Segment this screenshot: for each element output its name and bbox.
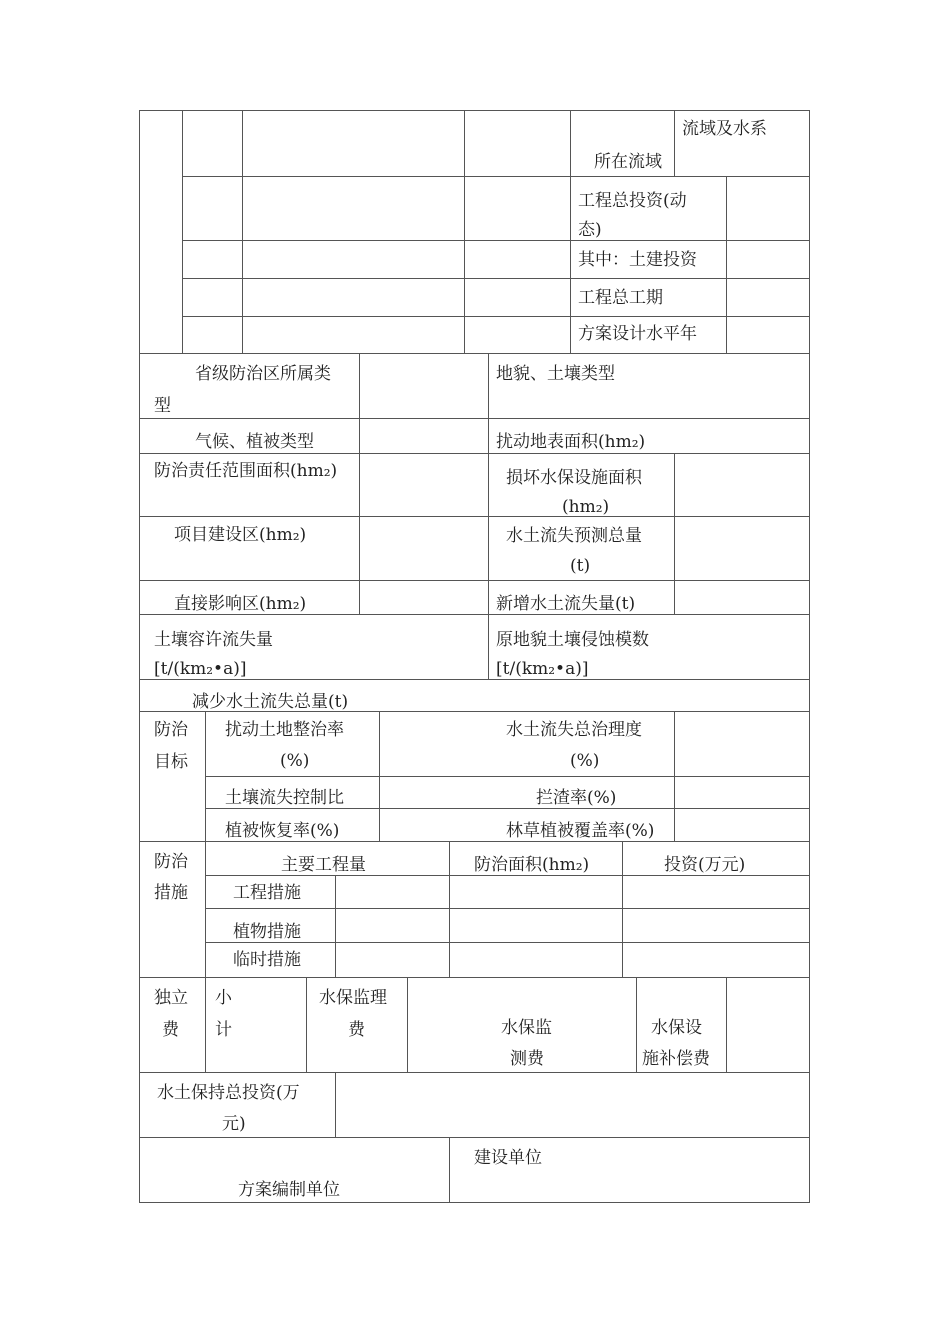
compiler-unit-label: 方案编制单位	[238, 1180, 340, 1200]
table-rule	[359, 353, 360, 615]
table-rule	[205, 841, 206, 978]
table-rule	[182, 240, 810, 241]
monitoring-fee-label: 水保监	[501, 1018, 552, 1038]
table-rule	[139, 580, 810, 581]
table-rule	[205, 977, 206, 1073]
disturbed-land-rate-label: 扰动土地整治率	[225, 720, 344, 740]
table-rule	[242, 110, 243, 354]
measures-header: 防治	[154, 852, 188, 872]
basin-system-label: 流域及水系	[682, 119, 767, 139]
plant-measure-label: 植物措施	[233, 922, 301, 942]
independent-fee-header: 独立	[154, 988, 188, 1008]
basin-label: 所在流域	[594, 152, 662, 172]
table-rule	[139, 453, 810, 454]
table-rule	[464, 110, 465, 354]
disturbed-area-label: 扰动地表面积(hm₂)	[496, 432, 646, 452]
influence-area-label: 直接影响区(hm₂)	[174, 594, 307, 614]
main-quantity-label: 主要工程量	[281, 855, 366, 875]
table-rule	[622, 841, 623, 978]
table-rule	[139, 1137, 810, 1138]
engineering-measure-label: 工程措施	[233, 883, 301, 903]
measures-header-cont: 措施	[154, 883, 188, 903]
subtotal-label: 小	[215, 988, 232, 1008]
table-rule	[379, 711, 380, 842]
total-control-degree-label: 水土流失总治理度	[506, 720, 642, 740]
disturbed-land-rate-unit: (%)	[280, 751, 310, 771]
table-rule	[139, 516, 810, 517]
responsibility-area-label: 防治责任范围面积(hm₂)	[154, 461, 338, 481]
civil-investment-label: 其中：土建投资	[578, 250, 697, 270]
damaged-facility-area-label: 损坏水保设施面积	[506, 468, 642, 488]
table-rule	[488, 353, 489, 680]
landform-soil-label: 地貌、土壤类型	[496, 364, 615, 384]
table-rule	[139, 1202, 810, 1203]
table-rule	[139, 353, 810, 354]
provincial-zone-label-cont: 型	[154, 396, 171, 416]
compensation-fee-label: 水保设	[651, 1018, 702, 1038]
temporary-measure-label: 临时措施	[233, 950, 301, 970]
total-duration-label: 工程总工期	[578, 288, 663, 308]
table-rule	[139, 418, 810, 419]
builder-unit-label: 建设单位	[474, 1148, 542, 1168]
provincial-zone-label: 省级防治区所属类	[195, 364, 331, 384]
table-rule	[182, 316, 810, 317]
targets-header: 防治	[154, 720, 188, 740]
damaged-facility-area-unit: (hm₂)	[562, 497, 610, 517]
table-rule	[205, 711, 206, 842]
loss-control-ratio-label: 土壤流失控制比	[225, 788, 344, 808]
table-rule	[407, 977, 408, 1073]
total-investment-wan-label: 水土保持总投资(万	[157, 1083, 300, 1103]
design-year-label: 方案设计水平年	[578, 324, 697, 344]
table-rule	[636, 977, 637, 1073]
table-rule	[570, 110, 571, 354]
compensation-fee-label-cont: 施补偿费	[642, 1049, 710, 1069]
table-rule	[335, 875, 336, 978]
table-rule	[182, 110, 183, 354]
slag-retention-label: 拦渣率(%)	[536, 788, 617, 808]
table-rule	[139, 977, 810, 978]
subtotal-label-cont: 计	[215, 1020, 232, 1040]
predicted-loss-label: 水土流失预测总量	[506, 526, 642, 546]
supervision-fee-label-cont: 费	[348, 1020, 365, 1040]
table-rule	[139, 1072, 810, 1073]
investment-label: 投资(万元)	[664, 855, 746, 875]
table-rule	[182, 278, 810, 279]
table-rule	[335, 1072, 336, 1138]
table-rule	[182, 176, 810, 177]
table-rule	[139, 110, 810, 111]
table-rule	[726, 176, 727, 354]
allowable-loss-label: 土壤容许流失量	[154, 630, 273, 650]
table-rule	[449, 841, 450, 978]
table-rule	[306, 977, 307, 1073]
table-rule	[674, 453, 675, 615]
table-rule	[205, 908, 810, 909]
climate-vegetation-label: 气候、植被类型	[195, 432, 314, 452]
table-rule	[674, 711, 675, 842]
table-rule	[809, 110, 810, 1203]
new-loss-label: 新增水土流失量(t)	[496, 594, 636, 614]
table-rule	[449, 1137, 450, 1203]
original-erosion-label: 原地貌土壤侵蚀模数	[496, 630, 649, 650]
original-erosion-unit: [t/(km₂•a)]	[496, 659, 589, 679]
predicted-loss-unit: (t)	[570, 556, 591, 576]
table-rule	[726, 977, 727, 1073]
area-label: 防治面积(hm₂)	[474, 855, 590, 875]
table-rule	[205, 776, 810, 777]
supervision-fee-label: 水保监理	[319, 988, 387, 1008]
total-investment-wan-label-cont: 元)	[222, 1114, 246, 1134]
vegetation-recovery-label: 植被恢复率(%)	[225, 821, 340, 841]
total-control-degree-unit: (%)	[570, 751, 600, 771]
total-investment-label-cont: 态)	[578, 220, 602, 240]
monitoring-fee-label-cont: 测费	[510, 1049, 544, 1069]
table-rule	[139, 110, 140, 1203]
targets-header-cont: 目标	[154, 752, 188, 772]
independent-fee-header-cont: 费	[162, 1020, 179, 1040]
reduced-loss-label: 减少水土流失总量(t)	[192, 692, 349, 712]
allowable-loss-unit: [t/(km₂•a)]	[154, 659, 247, 679]
vegetation-coverage-label: 林草植被覆盖率(%)	[506, 821, 655, 841]
table-rule	[674, 110, 675, 176]
total-investment-label: 工程总投资(动	[578, 191, 687, 211]
construction-area-label: 项目建设区(hm₂)	[174, 525, 307, 545]
